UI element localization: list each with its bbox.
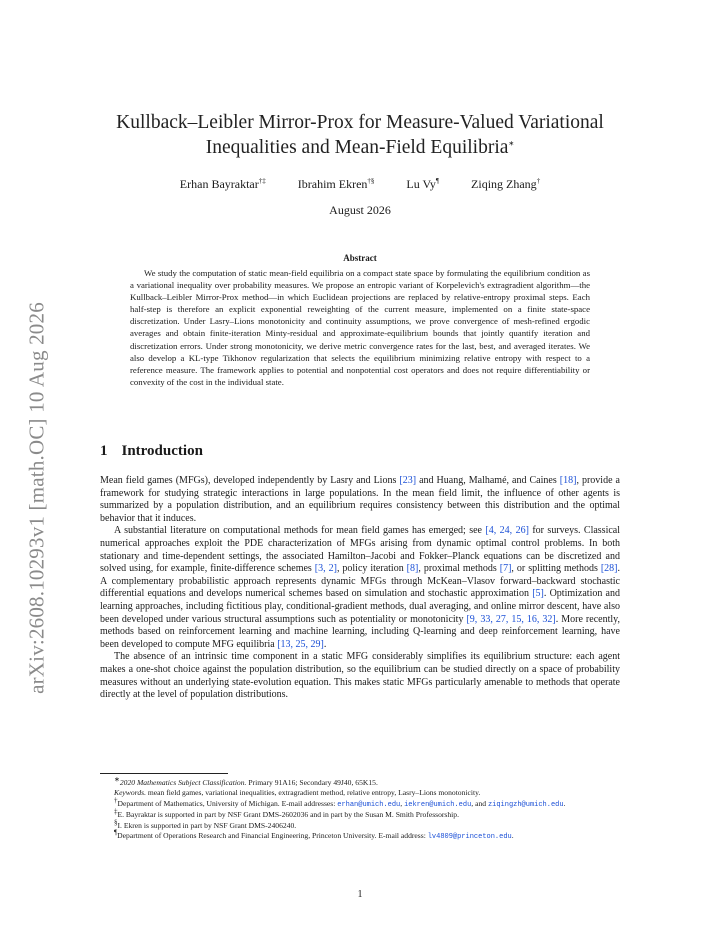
arxiv-identifier-text: arXiv:2608.10293v1 [math.OC] 10 Aug 2026 xyxy=(24,302,49,694)
footnotes xyxy=(100,775,620,842)
footnote-mark: § xyxy=(114,818,118,827)
footnote-mark: ‡ xyxy=(114,807,118,816)
italic-text: Keywords. xyxy=(114,788,146,798)
citation-link[interactable]: [3, 2] xyxy=(314,563,337,575)
email-link[interactable]: erhan@umich.edu xyxy=(337,800,401,809)
paragraph: The absence of an intrinsic time component in a static MFG considerably simplifies its equilibrium structure: each agent makes a one-shot choice against the population distribution, so the equilibrium can be studied directly on a space of probability measures without an underlying state-evolution equation. This makes static MFGs particularly amenable to methods that operate directly at the level of population distributions. xyxy=(100,651,620,701)
footnote-rule xyxy=(100,773,228,774)
footnote-mark: ¶ xyxy=(114,828,118,837)
footnote: Keywords. mean field games, variational inequalities, extragradient method, relative entropy, Lasry–Lions monotonicity. xyxy=(114,788,481,798)
footnote: §I. Ekren is supported in part by NSF Grant DMS-2406240. xyxy=(114,818,297,830)
italic-text: 2020 Mathematics Subject Classification. xyxy=(119,778,247,787)
paragraph: Mean field games (MFGs), developed independently by Lasry and Lions [23] and Huang, Malhamé, and Caines [18], provide a framework for studying strategic interactions in large populations. In the mean field limit, the influence of other agents is summarized by a population distribution, and an equilibrium requires consistency between this distribution and the optimal behavior that it induces. xyxy=(100,475,620,524)
citation-link[interactable]: [7] xyxy=(499,563,512,575)
email-link[interactable]: iekren@umich.edu xyxy=(404,800,472,809)
footnote: ‡E. Bayraktar is supported in part by NSF Grant DMS-2602036 and in part by the Susan M. Smith Professorship. xyxy=(114,807,459,820)
paragraph: A substantial literature on computational methods for mean field games has emerged; see [4, 24, 26] for surveys. Classical numerical approaches exploit the PDE characterization of MFGs arising from dynamic optimal control problems. In both stationary and time-dependent settings, the associated Hamilton–Jacobi and Fokker–Planck equations can be discretized and solved using, for example, finite-difference schemes [3, 2], policy iteration [8], proximal methods [7], or splitting methods [28]. A complementary probabilistic approach represents dynamic MFGs through McKean–Vlasov forward–backward stochastic differential equations and develops numerical schemes based on simulation and stochastic approximation [5]. Optimization and learning approaches, including fictitious play, conditional-gradient methods, dual averaging, and online mirror descent, have also been developed under various structural assumptions such as potentiality or monotonicity [9, 33, 27, 15, 16, 32]. More recently, methods based on reinforcement learning and machine learning, including Q-learning and deep reinforcement learning, have been developed to compute MFG equilibria [13, 25, 29]. xyxy=(100,525,620,650)
citation-link[interactable]: [13, 25, 29] xyxy=(277,638,324,650)
email-link[interactable]: ziqingzh@umich.edu xyxy=(487,800,564,809)
author: Ziqing Zhang† xyxy=(471,177,541,191)
author: Ibrahim Ekren†§ xyxy=(297,177,375,191)
section-number: 1 xyxy=(100,443,108,459)
footnote-mark: † xyxy=(114,796,118,805)
section-heading xyxy=(100,443,203,460)
abstract-text: We study the computation of static mean-field equilibria on a compact state space by formulating the equilibrium condition as a variational inequality over probability measures. We propose an entropic variant of Korpelevich's extragradient algorithm—the Kullback–Leibler Mirror-Prox method—in which Euclidean projections are replaced by relative-entropy proximal steps. Each half-step is therefore an explicit exponential reweighting of the current measure, implemented on a finite state-space discretization. Under Lasry–Lions monotonicity and continuity assumptions, we prove convergence of mesh-refined ergodic averages and obtain finite-iteration Minty-residual and approximate-equilibrium bounds that jointly quantify iteration and discretization errors. Under strong monotonicity, we derive metric convergence rates for the last, best, and averaged iterates. We also develop a KL-type Tikhonov regularization that selects the equilibrium minimizing relative entropy with respect to a reference measure. The framework applies to potential and nonpotential cost operators and does not require differentiability or convexity of the cost in the individual state. xyxy=(130,268,590,387)
author: Erhan Bayraktar†‡ xyxy=(179,177,266,191)
section-title: Introduction xyxy=(121,443,203,459)
paper-date: August 2026 xyxy=(329,203,391,217)
abstract-heading: Abstract xyxy=(343,253,377,263)
footnote: ∗2020 Mathematics Subject Classification. Primary 91A16; Secondary 49J40, 65K15. xyxy=(114,775,378,787)
email-link[interactable]: lv4809@princeton.edu xyxy=(427,833,512,842)
author: Lu Vy¶ xyxy=(406,177,440,191)
citation-link[interactable]: [28] xyxy=(600,563,618,575)
title-line-2: Inequalities and Mean-Field Equilibria∗ xyxy=(205,137,515,158)
citation-link[interactable]: [4, 24, 26] xyxy=(485,525,529,537)
footnote-mark: ∗ xyxy=(114,775,120,784)
arxiv-identifier xyxy=(22,302,52,694)
footnote: †Department of Mathematics, University of Michigan. E-mail addresses: erhan@umich.edu, iekren@umich.edu, and ziqingzh@umich.edu. xyxy=(114,796,566,809)
citation-link[interactable]: [18] xyxy=(559,475,577,486)
author-list xyxy=(100,177,620,192)
citation-link[interactable]: [8] xyxy=(406,563,419,575)
citation-link[interactable]: [23] xyxy=(399,475,417,486)
footnote: ¶Department of Operations Research and Financial Engineering, Princeton University. E-mail address: lv4809@princeton.edu. xyxy=(114,828,514,842)
citation-link[interactable]: [5] xyxy=(532,588,544,600)
title-line-1: Kullback–Leibler Mirror-Prox for Measure-Valued Variational xyxy=(116,112,604,133)
title-footnote-mark: ∗ xyxy=(508,139,515,148)
paper-title xyxy=(100,110,620,160)
citation-link[interactable]: [9, 33, 27, 15, 16, 32] xyxy=(466,613,556,625)
introduction-body xyxy=(100,475,620,702)
page-number: 1 xyxy=(357,889,363,900)
